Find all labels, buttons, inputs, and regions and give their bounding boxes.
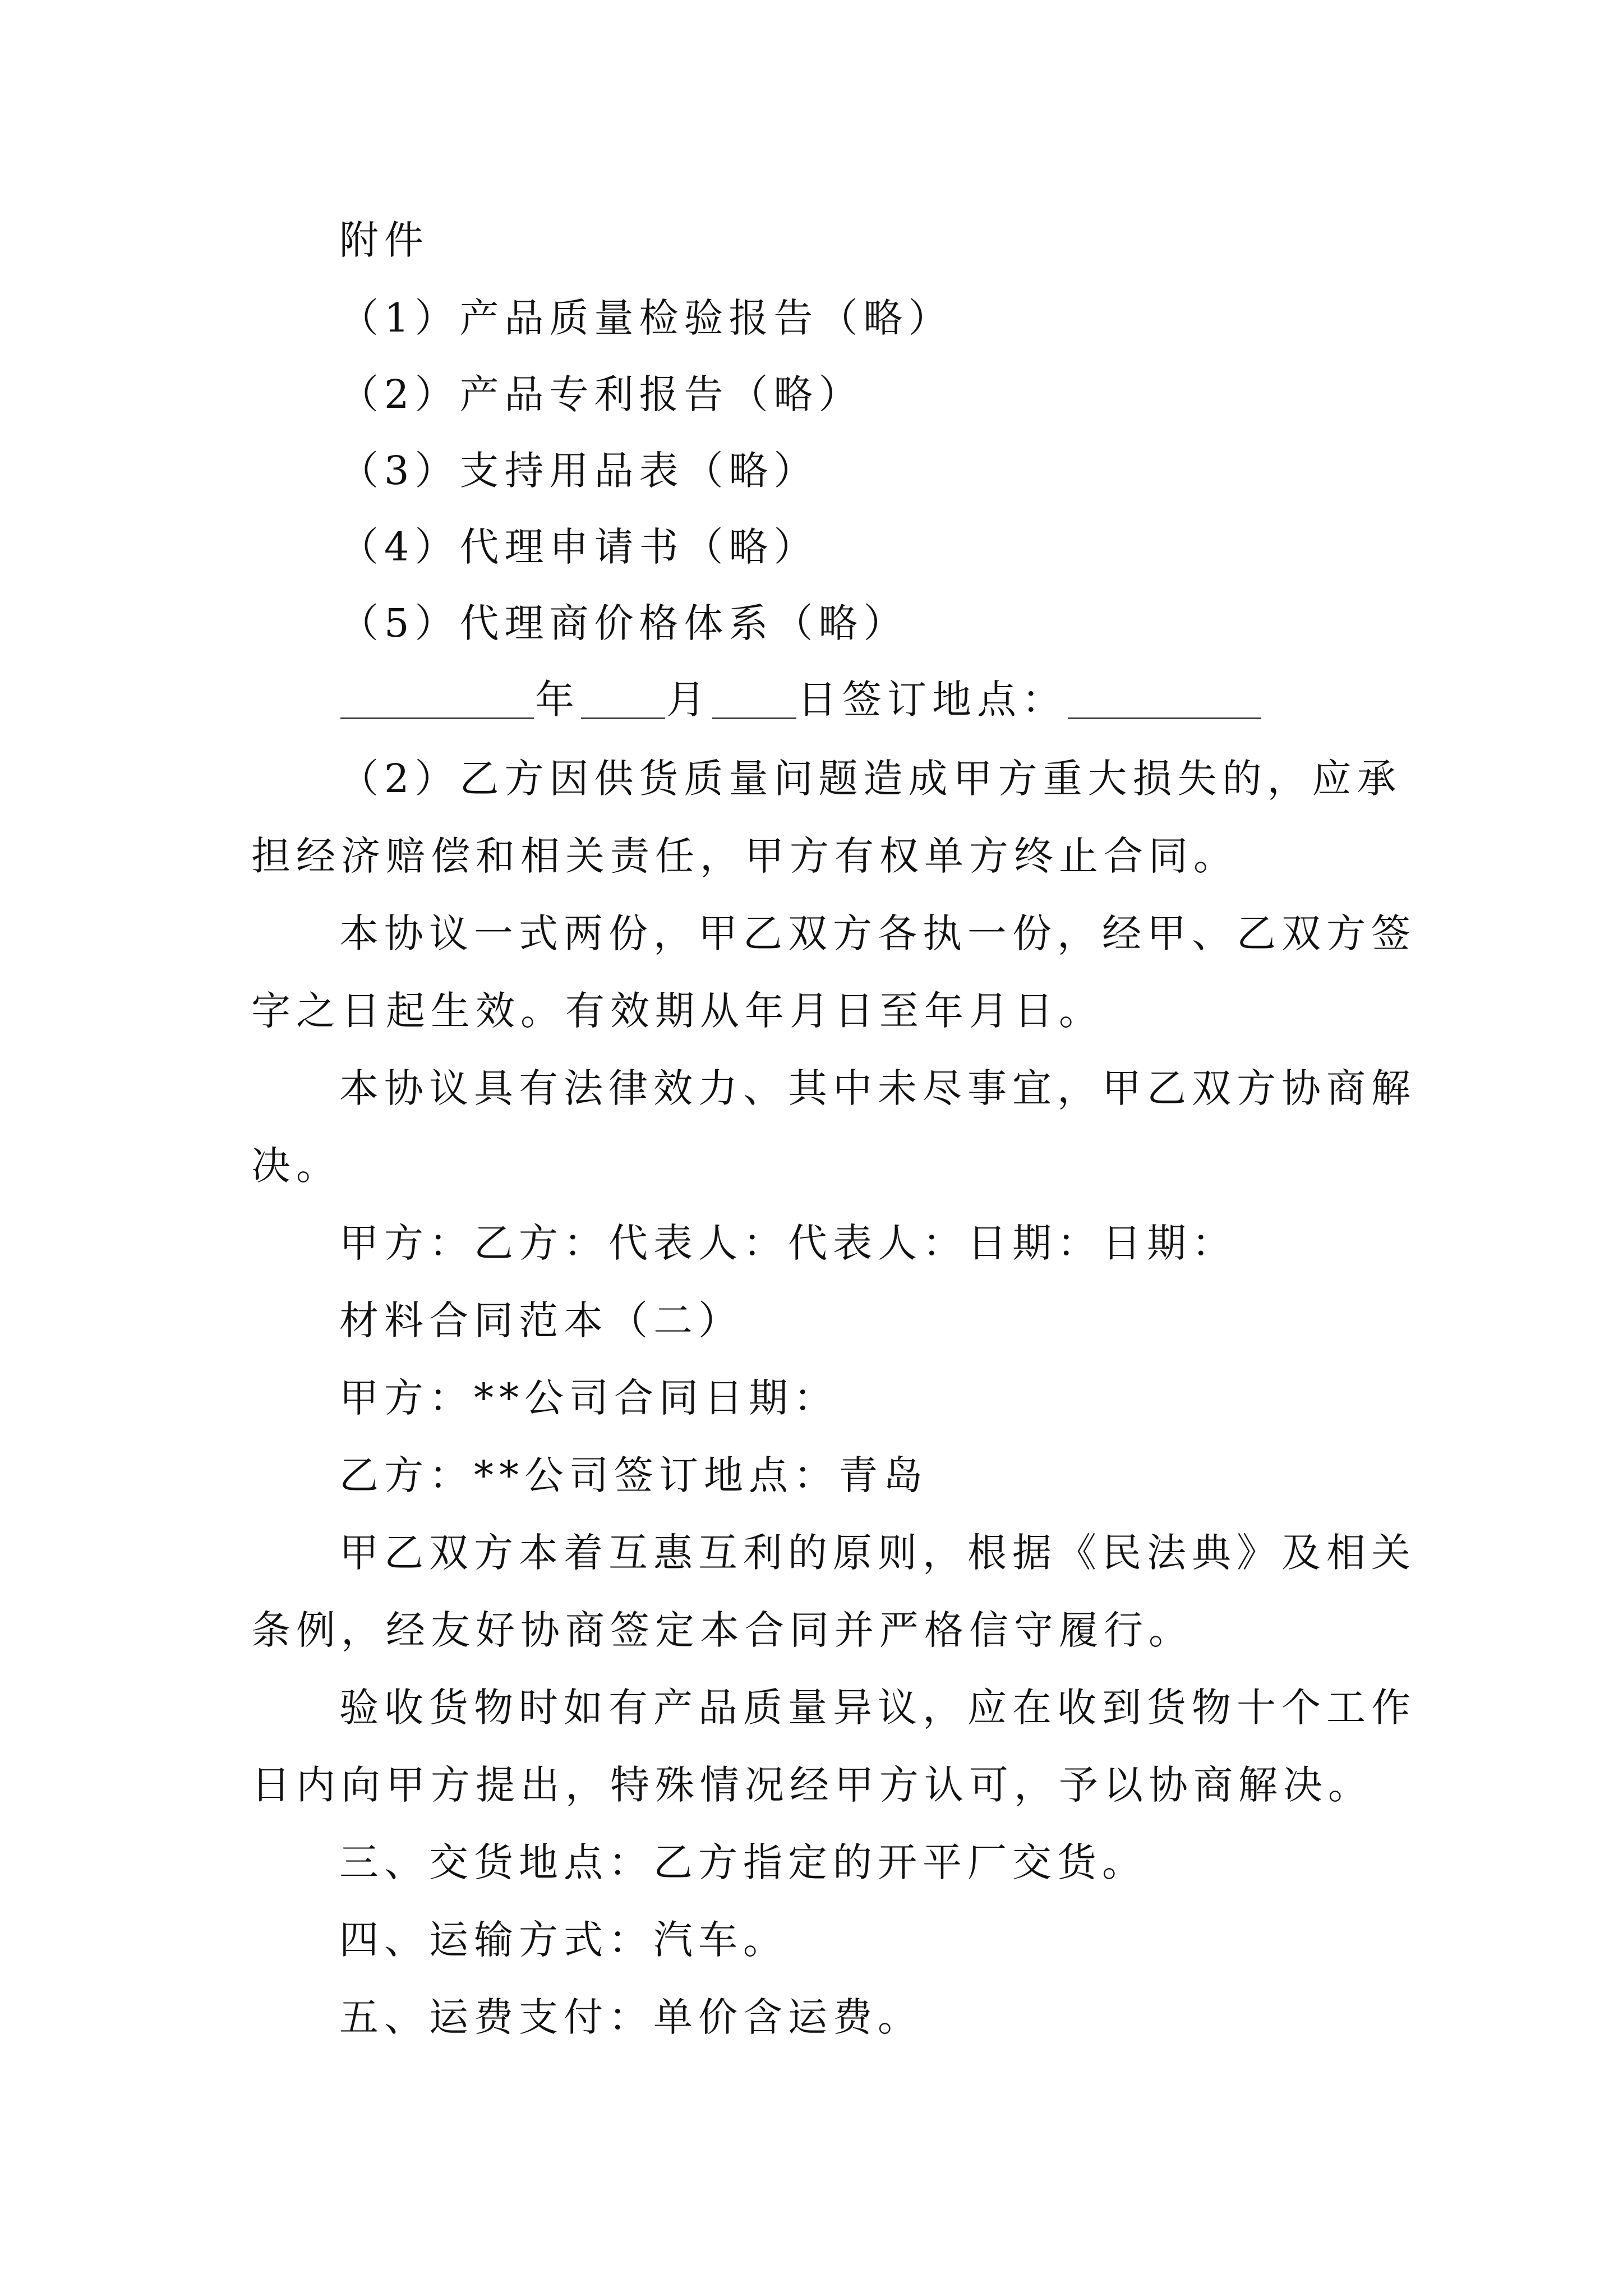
year-blank	[340, 680, 534, 719]
signatures-line: 甲方：乙方：代表人：代表人：日期：日期：	[339, 1220, 1237, 1266]
item-3-delivery-place: 三、交货地点：乙方指定的开平厂交货。	[339, 1839, 1147, 1885]
attachment-item-1: （1）产品质量检验报告（略）	[339, 295, 953, 341]
attachment-item-5: （5）代理商价格体系（略）	[339, 600, 909, 646]
month-blank	[581, 680, 665, 719]
year-label: 年	[535, 677, 580, 723]
paragraph-2-line-2: 字之日起生效。有效期从年月日至年月日。	[251, 988, 1104, 1034]
attachment-item-2: （2）产品专利报告（略）	[339, 371, 864, 417]
paragraph-4-line-2: 条例，经友好协商签定本合同并严格信守履行。	[251, 1607, 1193, 1653]
month-label: 月	[666, 677, 711, 723]
item-5-freight: 五、运费支付：单价含运费。	[339, 1994, 923, 2040]
place-blank	[1068, 680, 1261, 719]
day-blank	[712, 680, 796, 719]
section-heading-2: 材料合同范本（二）	[339, 1297, 743, 1343]
attachment-item-4: （4）代理申请书（略）	[339, 524, 819, 570]
paragraph-3-line-2: 决。	[251, 1143, 341, 1189]
attachment-title: 附件	[339, 217, 429, 263]
paragraph-5-line-1: 验收货物时如有产品质量异议，应在收到货物十个工作	[339, 1685, 1416, 1731]
party-b-line: 乙方：**公司签订地点：青岛	[339, 1452, 928, 1498]
day-place-label: 日签订地点：	[797, 677, 1067, 723]
paragraph-5-line-2: 日内向甲方提出，特殊情况经甲方认可，予以协商解决。	[251, 1762, 1373, 1808]
attachment-item-3: （3）支持用品表（略）	[339, 448, 819, 494]
paragraph-3-line-1: 本协议具有法律效力、其中未尽事宜，甲乙双方协商解	[339, 1065, 1416, 1111]
item-4-transport: 四、运输方式：汽车。	[339, 1917, 788, 1963]
paragraph-2-line-1: 本协议一式两份，甲乙双方各执一份，经甲、乙双方签	[339, 910, 1416, 956]
paragraph-4-line-1: 甲乙双方本着互惠互利的原则，根据《民法典》及相关	[339, 1530, 1416, 1576]
paragraph-1-line-1: （2）乙方因供货质量问题造成甲方重大损失的，应承	[339, 756, 1402, 802]
paragraph-1-line-2: 担经济赔偿和相关责任，甲方有权单方终止合同。	[251, 833, 1238, 879]
signing-date-place-line	[339, 677, 1262, 723]
party-a-line: 甲方：**公司合同日期：	[339, 1375, 838, 1421]
